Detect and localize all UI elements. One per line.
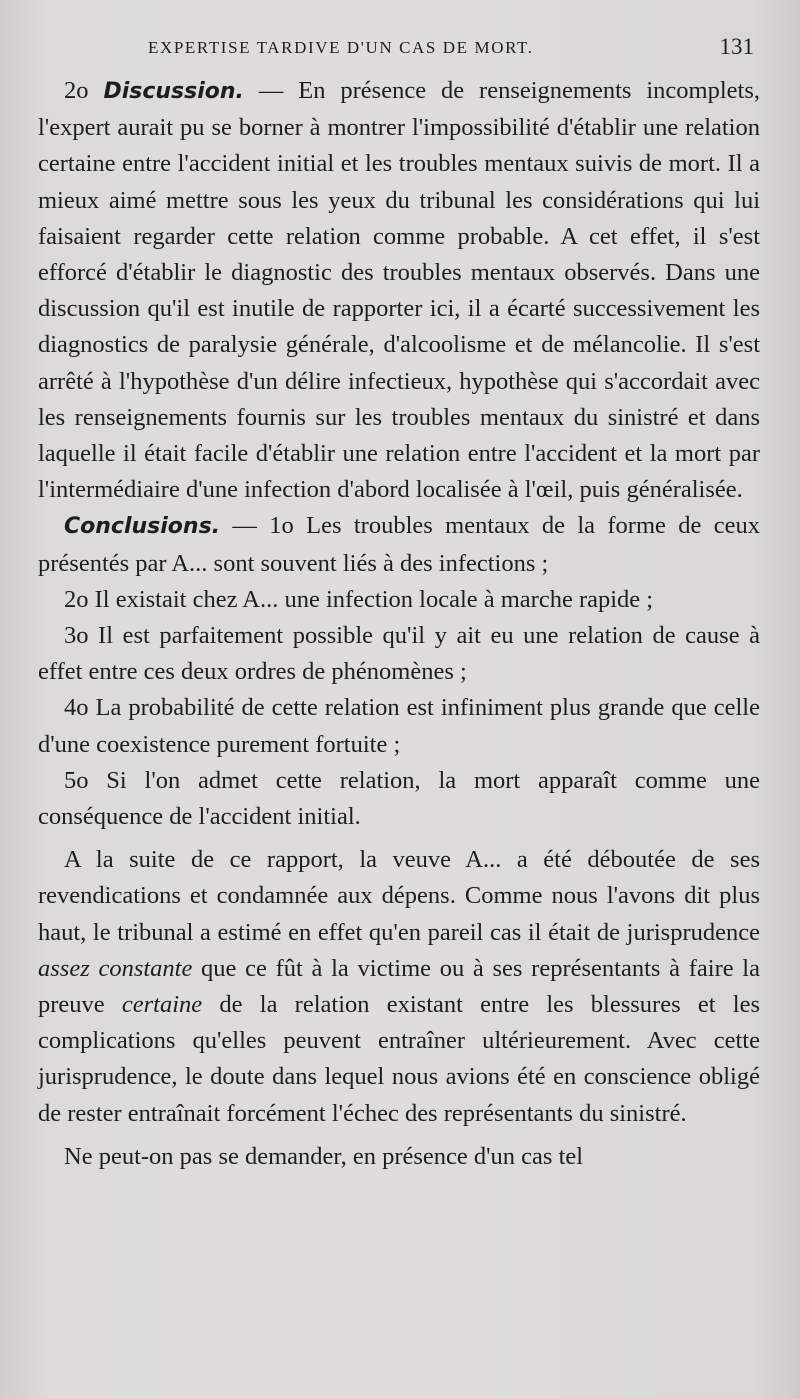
conclusion-item-2: 2o Il existait chez A... une infection locale à marche rapide ; [64,585,654,613]
conclusion-item-4: 4o La probabilité de cette relation est infiniment plus grande que celle d'une coexistence purement fortuite ; [38,694,760,758]
page-number: 131 [719,34,754,59]
outcome-paragraph [38,842,760,1132]
discussion-number: 2o [64,77,104,104]
conclusion-text-1: — 1o Les troubles mentaux de la forme de ceux présentés par A... sont souvent liés à des infections ; [38,512,760,577]
outcome-emphasis-2: certaine [121,991,203,1019]
outcome-text-1: A la suite de ce rapport, la veuve A... a été déboutée de ses revendications et condamnée aux dépens. Comme nous l'avons dit plus haut, le tribunal a estimé en effet qu'en pareil cas il était de jurisprudence [38,846,760,946]
conclusion-item-3: 3o Il est parfaitement possible qu'il y ait eu une relation de cause à effet entre ces deux ordres de phénomènes ; [38,622,760,686]
conclusions-heading: Conclusions. [64,514,221,540]
discussion-heading: Discussion. [103,79,244,104]
discussion-text: — En présence de renseignements incomplets, l'expert aurait pu se borner à montrer l'impossibilité d'établir une relation certaine entre l'accident initial et les troubles mentaux suivis de mort. Il a mieux aimé mettre sous les yeux du tribunal les considérations qui lui faisaient regarder cette relation comme probable. A cet effet, il s'est efforcé d'établir le diagnostic des troubles mentaux observés. Dans une discussion qu'il est inutile de rapporter ici, il a écarté successivement les diagnostics de paralysie générale, d'alcoolisme et de mélancolie. Il s'est arrêté à l'hypothèse d'un délire infectieux, hypothèse qui s'accordait avec les renseignements fournis sur les troubles mentaux du sinistré et dans laquelle il était facile d'établir une relation entre l'accident et la mort par l'intermédiaire d'une infection d'abord localisée à l'œil, puis généralisée. [38,77,761,504]
running-head [148,34,754,64]
outcome-emphasis-1: assez constante [38,954,193,982]
running-title: EXPERTISE TARDIVE D'UN CAS DE MORT. [148,38,534,57]
discussion-paragraph [38,73,760,508]
conclusion-item-5: 5o Si l'on admet cette relation, la mort apparaît comme une conséquence de l'accident initial. [38,766,760,831]
body-text [38,73,760,1175]
final-paragraph: Ne peut-on pas se demander, en présence d'un cas tel [64,1142,584,1170]
conclusion-item-1 [38,508,760,581]
outcome-text-2: que ce fût à la victime ou à ses représentants à faire la preuve [38,954,760,1019]
outcome-text-3: de la relation existant entre les blessures et les complications qu'elles peuvent entraîner ultérieurement. Avec cette jurisprudence, le doute dans lequel nous avions été en conscience obligé de rester entraînait forcément l'échec des représentants du sinistré. [38,991,760,1127]
